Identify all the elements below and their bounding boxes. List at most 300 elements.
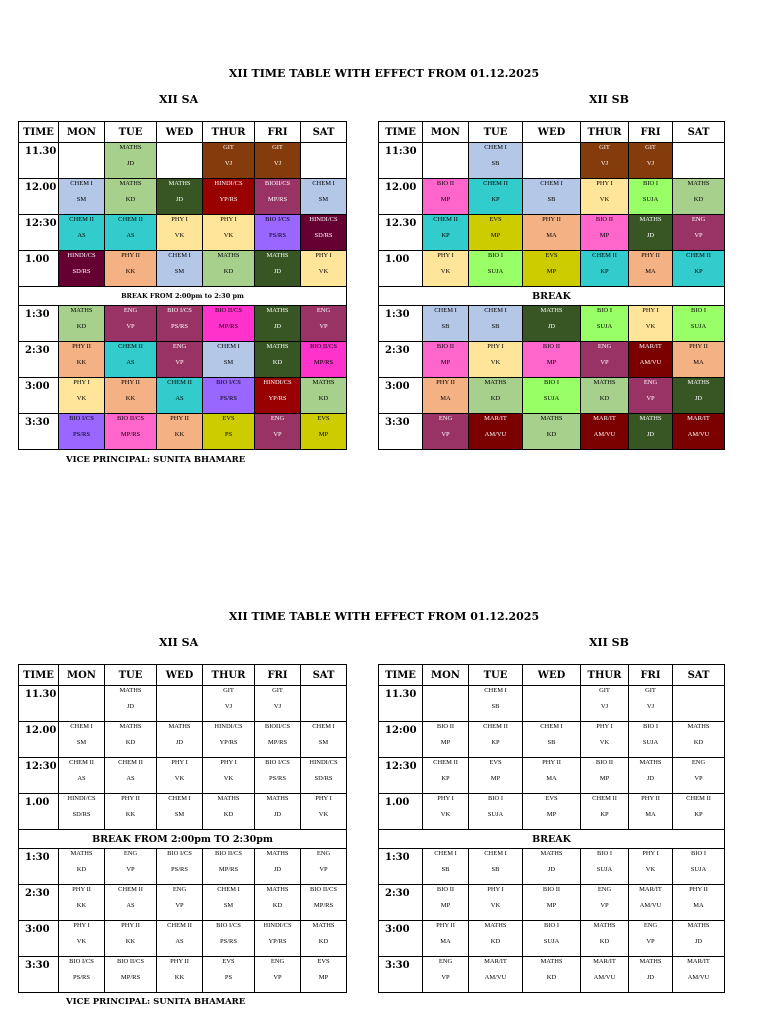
- teacher-text: MP/RS: [267, 196, 288, 203]
- subject-text: CHEM I: [70, 723, 93, 730]
- table-row: [379, 215, 725, 251]
- header-wed: WED: [157, 122, 203, 143]
- table-row: [19, 794, 347, 830]
- table-row: [19, 306, 347, 342]
- teacher-text: MP: [318, 431, 329, 438]
- period-cell: [629, 849, 673, 885]
- teacher-text: SM: [223, 902, 234, 909]
- teacher-text: VP: [126, 323, 135, 330]
- teacher-text: VP: [441, 431, 450, 438]
- period-cell: [423, 686, 469, 722]
- teacher-text: MP: [318, 974, 329, 981]
- subject-text: BIO II/CS: [215, 850, 242, 857]
- teacher-text: MP/RS: [267, 739, 288, 746]
- period-cell: [157, 885, 203, 921]
- period-cell: [105, 215, 157, 251]
- teacher-text: VK: [599, 739, 610, 746]
- subject-text: PHY II: [689, 343, 708, 350]
- period-cell: [203, 758, 255, 794]
- period-cell: [423, 143, 469, 179]
- subject-text: CHEM II: [433, 216, 458, 223]
- subject-text: CHEM I: [484, 850, 507, 857]
- subject-text: MATHS: [70, 850, 93, 857]
- break-label: BREAK FROM 2:00pm TO 2:30pm: [19, 830, 347, 849]
- period-cell: [59, 885, 105, 921]
- timetable-title: XII TIME TABLE WITH EFFECT FROM 01.12.2025: [228, 610, 540, 623]
- time-cell: 1:30: [379, 306, 423, 342]
- subject-text: CHEM I: [168, 252, 191, 259]
- period-cell: [59, 414, 105, 450]
- subject-text: BIO I: [544, 922, 559, 929]
- period-cell: [157, 251, 203, 287]
- teacher-text: SUJA: [690, 323, 707, 330]
- time-cell: 12.00: [19, 179, 59, 215]
- teacher-text: VK: [76, 395, 87, 402]
- time-cell: 12:30: [379, 758, 423, 794]
- period-cell: [59, 849, 105, 885]
- table-row: [19, 179, 347, 215]
- period-cell: [523, 885, 581, 921]
- break-label: BREAK: [379, 287, 725, 306]
- period-cell: [581, 179, 629, 215]
- header-time: TIME: [379, 122, 423, 143]
- header-thur: THUR: [581, 665, 629, 686]
- period-cell: [105, 378, 157, 414]
- teacher-text: MP: [440, 739, 451, 746]
- subject-text: EVS: [489, 759, 502, 766]
- period-cell: [157, 378, 203, 414]
- teacher-text: SUJA: [596, 866, 613, 873]
- subject-text: BIO II/CS: [117, 415, 144, 422]
- teacher-text: AS: [175, 395, 184, 402]
- teacher-text: YP/RS: [219, 739, 238, 746]
- period-cell: [203, 957, 255, 993]
- time-cell: 11.30: [379, 686, 423, 722]
- teacher-text: SD/RS: [314, 775, 333, 782]
- time-cell: 1:30: [19, 849, 59, 885]
- period-cell: [629, 342, 673, 378]
- period-cell: [673, 686, 725, 722]
- subject-text: CHEM II: [118, 759, 143, 766]
- teacher-text: KD: [318, 395, 329, 402]
- subject-text: PHY I: [220, 216, 237, 223]
- period-cell: [629, 957, 673, 993]
- subject-text: ENG: [172, 886, 187, 893]
- period-cell: [301, 957, 347, 993]
- header-sat: SAT: [673, 665, 725, 686]
- teacher-text: KP: [491, 196, 500, 203]
- teacher-text: SD/RS: [72, 811, 91, 818]
- time-cell: 1.00: [19, 251, 59, 287]
- period-cell: [469, 722, 523, 758]
- subject-text: BIO II/CS: [310, 886, 337, 893]
- subject-text: GIT: [223, 144, 234, 151]
- teacher-text: JD: [646, 232, 655, 239]
- period-cell: [423, 378, 469, 414]
- period-cell: [105, 885, 157, 921]
- teacher-text: SM: [174, 268, 185, 275]
- subject-text: BIO II/CS: [117, 958, 144, 965]
- subject-text: MATHS: [217, 252, 240, 259]
- subject-text: GIT: [272, 687, 283, 694]
- subject-text: MATHS: [312, 922, 335, 929]
- period-cell: [105, 921, 157, 957]
- period-cell: [105, 957, 157, 993]
- period-cell: [203, 849, 255, 885]
- period-cell: [301, 885, 347, 921]
- period-cell: [255, 342, 301, 378]
- time-cell: 2:30: [19, 885, 59, 921]
- teacher-text: KD: [272, 902, 283, 909]
- table-row: [19, 885, 347, 921]
- period-cell: [629, 921, 673, 957]
- teacher-text: KD: [76, 323, 87, 330]
- teacher-text: MP/RS: [120, 431, 141, 438]
- teacher-text: JD: [175, 739, 184, 746]
- teacher-text: KD: [546, 431, 557, 438]
- subject-text: ENG: [123, 307, 138, 314]
- subject-text: MAR/IT: [687, 415, 710, 422]
- teacher-text: PS: [224, 431, 233, 438]
- subject-text: ENG: [691, 216, 706, 223]
- subject-text: BIO II/CS: [215, 307, 242, 314]
- subject-text: MATHS: [484, 922, 507, 929]
- teacher-text: PS/RS: [269, 775, 286, 782]
- time-cell: 3:30: [379, 414, 423, 450]
- teacher-text: VP: [646, 395, 655, 402]
- subject-text: MATHS: [540, 415, 563, 422]
- teacher-text: SM: [76, 739, 87, 746]
- teacher-text: MP/RS: [120, 974, 141, 981]
- teacher-text: MP: [546, 811, 557, 818]
- period-cell: [105, 342, 157, 378]
- subject-text: BIO I/CS: [167, 307, 192, 314]
- subject-text: MATHS: [639, 958, 662, 965]
- period-cell: [629, 251, 673, 287]
- period-cell: [469, 921, 523, 957]
- period-cell: [203, 143, 255, 179]
- period-cell: [157, 179, 203, 215]
- subject-text: EVS: [545, 795, 558, 802]
- time-cell: 3:30: [19, 957, 59, 993]
- header-tue: TUE: [469, 665, 523, 686]
- teacher-text: SUJA: [543, 395, 560, 402]
- teacher-text: VP: [175, 359, 184, 366]
- teacher-text: AM/VU: [639, 902, 662, 909]
- teacher-text: PS/RS: [171, 323, 188, 330]
- teacher-text: MP/RS: [313, 902, 334, 909]
- teacher-text: JD: [273, 811, 282, 818]
- subject-text: HINDI/CS: [263, 379, 292, 386]
- teacher-text: SUJA: [642, 739, 659, 746]
- teacher-text: MP: [440, 196, 451, 203]
- teacher-text: AM/VU: [484, 431, 507, 438]
- subject-text: CHEM II: [483, 180, 508, 187]
- break-row: [19, 287, 347, 306]
- subject-text: PHY II: [72, 886, 91, 893]
- teacher-text: MP: [599, 232, 610, 239]
- time-cell: 12.00: [379, 179, 423, 215]
- teacher-text: SB: [491, 866, 500, 873]
- period-cell: [423, 794, 469, 830]
- subject-text: CHEM I: [540, 180, 563, 187]
- teacher-text: AS: [77, 775, 86, 782]
- teacher-text: MP: [599, 775, 610, 782]
- period-cell: [59, 686, 105, 722]
- sa-timetable: [18, 121, 347, 450]
- teacher-text: SUJA: [543, 938, 560, 945]
- period-cell: [673, 758, 725, 794]
- subject-text: PHY I: [315, 252, 332, 259]
- teacher-text: MP: [490, 232, 501, 239]
- subject-text: CHEM II: [167, 922, 192, 929]
- period-cell: [523, 215, 581, 251]
- time-cell: 3:00: [379, 378, 423, 414]
- subject-text: PHY II: [121, 795, 140, 802]
- table-row: [19, 758, 347, 794]
- break-label: BREAK: [379, 830, 725, 849]
- period-cell: [157, 794, 203, 830]
- period-cell: [59, 143, 105, 179]
- period-cell: [255, 414, 301, 450]
- header-thur: THUR: [203, 665, 255, 686]
- table-row: [379, 686, 725, 722]
- teacher-text: MA: [546, 232, 557, 239]
- subject-text: CHEM II: [592, 252, 617, 259]
- table-row: [379, 794, 725, 830]
- teacher-text: SM: [223, 359, 234, 366]
- subject-text: MAR/IT: [593, 415, 616, 422]
- table-row: [379, 251, 725, 287]
- subject-text: PHY II: [121, 922, 140, 929]
- time-cell: 1:30: [19, 306, 59, 342]
- period-cell: [423, 758, 469, 794]
- subject-text: MATHS: [312, 379, 335, 386]
- break-row: [379, 830, 725, 849]
- period-cell: [673, 143, 725, 179]
- subject-text: BIO I/CS: [69, 415, 94, 422]
- period-cell: [581, 251, 629, 287]
- period-cell: [629, 885, 673, 921]
- subject-text: CHEM I: [484, 687, 507, 694]
- period-cell: [203, 722, 255, 758]
- period-cell: [629, 378, 673, 414]
- time-cell: 2:30: [19, 342, 59, 378]
- subject-text: PHY II: [542, 759, 561, 766]
- period-cell: [59, 342, 105, 378]
- teacher-text: SB: [441, 323, 450, 330]
- subject-text: PHY II: [436, 922, 455, 929]
- subject-text: MATHS: [266, 886, 289, 893]
- period-cell: [523, 414, 581, 450]
- teacher-text: KP: [441, 775, 450, 782]
- period-cell: [523, 306, 581, 342]
- subject-text: MAR/IT: [484, 415, 507, 422]
- subject-text: CHEM II: [118, 886, 143, 893]
- teacher-text: SM: [174, 811, 185, 818]
- subject-text: MATHS: [168, 723, 191, 730]
- teacher-text: KD: [76, 866, 87, 873]
- table-row: [379, 143, 725, 179]
- time-cell: 1:30: [379, 849, 423, 885]
- teacher-text: KD: [693, 739, 704, 746]
- subject-text: MATHS: [119, 687, 142, 694]
- subject-text: ENG: [172, 343, 187, 350]
- header-fri: FRI: [629, 665, 673, 686]
- teacher-text: VK: [645, 323, 656, 330]
- teacher-text: SB: [491, 160, 500, 167]
- teacher-text: KK: [174, 974, 185, 981]
- subject-text: EVS: [222, 415, 235, 422]
- table-row: [19, 378, 347, 414]
- table-row: [379, 414, 725, 450]
- teacher-text: KK: [76, 359, 87, 366]
- teacher-text: SUJA: [487, 811, 504, 818]
- table-row: [379, 378, 725, 414]
- period-cell: [203, 179, 255, 215]
- period-cell: [469, 849, 523, 885]
- period-cell: [423, 414, 469, 450]
- subject-text: BIO I/CS: [167, 850, 192, 857]
- period-cell: [203, 378, 255, 414]
- teacher-text: JD: [646, 974, 655, 981]
- header-tue: TUE: [469, 122, 523, 143]
- header-wed: WED: [157, 665, 203, 686]
- subject-text: PHY I: [315, 795, 332, 802]
- subject-text: MATHS: [119, 723, 142, 730]
- teacher-text: AS: [126, 232, 135, 239]
- time-cell: 3:00: [19, 378, 59, 414]
- period-cell: [301, 143, 347, 179]
- period-cell: [255, 306, 301, 342]
- table-row: [19, 921, 347, 957]
- subject-text: MATHS: [266, 343, 289, 350]
- break-label: BREAK FROM 2:00pm to 2:30 pm: [19, 287, 347, 306]
- subject-text: MATHS: [119, 144, 142, 151]
- time-cell: 3:30: [379, 957, 423, 993]
- period-cell: [203, 414, 255, 450]
- teacher-text: AM/VU: [593, 974, 616, 981]
- subject-text: BIO I: [643, 180, 658, 187]
- subject-text: CHEM I: [70, 180, 93, 187]
- teacher-text: AM/VU: [687, 974, 710, 981]
- teacher-text: JD: [273, 323, 282, 330]
- time-cell: 11:30: [379, 143, 423, 179]
- period-cell: [581, 143, 629, 179]
- period-cell: [673, 342, 725, 378]
- teacher-text: AM/VU: [484, 974, 507, 981]
- teacher-text: VK: [76, 938, 87, 945]
- period-cell: [255, 378, 301, 414]
- period-cell: [423, 957, 469, 993]
- teacher-text: SB: [491, 703, 500, 710]
- period-cell: [673, 957, 725, 993]
- period-cell: [673, 885, 725, 921]
- subject-text: CHEM I: [312, 723, 335, 730]
- header-row: [379, 122, 725, 143]
- teacher-text: AS: [126, 902, 135, 909]
- teacher-text: AM/VU: [639, 359, 662, 366]
- teacher-text: SB: [491, 323, 500, 330]
- class-label-sa: XII SA: [159, 93, 199, 106]
- subject-text: PHY I: [596, 180, 613, 187]
- teacher-text: KP: [694, 811, 703, 818]
- table-row: [19, 215, 347, 251]
- period-cell: [673, 849, 725, 885]
- teacher-text: JD: [646, 431, 655, 438]
- period-cell: [673, 722, 725, 758]
- teacher-text: MA: [693, 359, 704, 366]
- header-tue: TUE: [105, 122, 157, 143]
- table-row: [19, 686, 347, 722]
- subject-text: ENG: [597, 886, 612, 893]
- subject-text: PHY I: [437, 252, 454, 259]
- subject-text: PHY II: [641, 252, 660, 259]
- period-cell: [581, 722, 629, 758]
- teacher-text: AS: [126, 359, 135, 366]
- teacher-text: MP: [490, 775, 501, 782]
- time-cell: 3:30: [19, 414, 59, 450]
- period-cell: [203, 686, 255, 722]
- subject-text: MATHS: [266, 252, 289, 259]
- subject-text: MATHS: [639, 759, 662, 766]
- subject-text: MATHS: [70, 307, 93, 314]
- teacher-text: VK: [440, 268, 451, 275]
- teacher-text: VP: [694, 232, 703, 239]
- teacher-text: KD: [223, 811, 234, 818]
- period-cell: [423, 179, 469, 215]
- header-row: [379, 665, 725, 686]
- teacher-text: VJ: [273, 160, 282, 167]
- subject-text: CHEM I: [434, 850, 457, 857]
- teacher-text: MA: [440, 395, 451, 402]
- period-cell: [255, 143, 301, 179]
- time-cell: 11.30: [19, 686, 59, 722]
- subject-text: MATHS: [266, 795, 289, 802]
- period-cell: [59, 251, 105, 287]
- subject-text: ENG: [643, 922, 658, 929]
- class-label-sa: XII SA: [159, 636, 199, 649]
- period-cell: [469, 306, 523, 342]
- subject-text: BIO I: [691, 850, 706, 857]
- subject-text: BIO II: [542, 886, 561, 893]
- subject-text: HINDI/CS: [309, 216, 338, 223]
- teacher-text: MA: [645, 268, 656, 275]
- teacher-text: VP: [694, 775, 703, 782]
- subject-text: ENG: [270, 415, 285, 422]
- subject-text: PHY II: [436, 379, 455, 386]
- period-cell: [59, 306, 105, 342]
- teacher-text: KD: [125, 739, 136, 746]
- teacher-text: JD: [126, 703, 135, 710]
- period-cell: [581, 306, 629, 342]
- teacher-text: SD/RS: [72, 268, 91, 275]
- period-cell: [581, 758, 629, 794]
- period-cell: [301, 921, 347, 957]
- subject-text: CHEM I: [540, 723, 563, 730]
- subject-text: CHEM II: [69, 216, 94, 223]
- period-cell: [673, 414, 725, 450]
- period-cell: [157, 414, 203, 450]
- subject-text: MAR/IT: [639, 886, 662, 893]
- period-cell: [629, 179, 673, 215]
- teacher-text: MP/RS: [313, 359, 334, 366]
- subject-text: CHEM II: [69, 759, 94, 766]
- period-cell: [255, 722, 301, 758]
- subject-text: ENG: [316, 850, 331, 857]
- period-cell: [255, 215, 301, 251]
- subject-text: BIOII/CS: [264, 723, 291, 730]
